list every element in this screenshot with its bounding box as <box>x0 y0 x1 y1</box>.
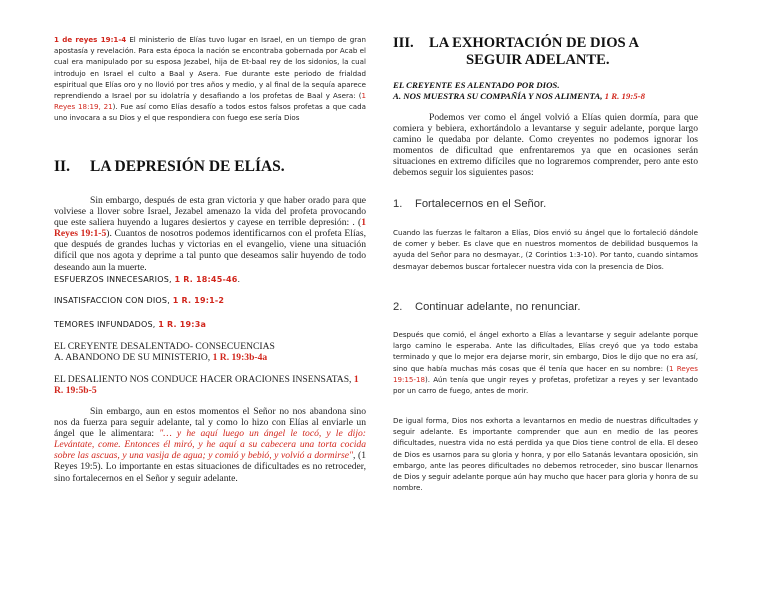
creyente-line-2: A. ABANDONO DE SU MINISTERIO, <box>54 352 213 364</box>
section-3-number: III. <box>393 35 414 51</box>
subheading-2: A. NOS MUESTRA SU COMPAÑÍA Y NOS ALIMENTA, <box>393 91 605 101</box>
intro-paragraph <box>54 34 366 124</box>
step-2-text-2: ). Aún tenía que ungir reyes y profetas, profetizar a reyes y ser levantado por un carro de fuego, antes de morir. <box>393 374 698 396</box>
step-1-title: Fortalecernos en el Señor. <box>415 198 547 210</box>
section-3-title-2: SEGUIR ADELANTE. <box>466 52 610 68</box>
depression-paragraph <box>54 195 366 273</box>
section-3-title-1: LA EXHORTACIÓN DE DIOS A <box>429 35 640 51</box>
aliento-quote: "… y he aquí luego un ángel le tocó, y le dijo: Levántate, come. Entonces él miró, y he aquí a su cabecera una torta cocida sobre las ascuas, y una vasija de agua; y comió y bebió, y volvió a dormirse" <box>54 428 366 462</box>
depression-text-1: Sin embargo, después de esta gran victoria y que haber orado para que volviese a llover sobre Israel, Jezabel amenazo la vida del profeta provocando que este saliera huyendo a lugares desiertos y cayese en terrible depresión: . ( <box>54 195 366 229</box>
aliento-paragraph <box>54 406 366 484</box>
step-1-text-2: ). Por tanto, cuando sintamos desmayar debemos buscar fortalecer nuestra vida con la presencia de Dios. <box>393 250 698 271</box>
insatisfaccion-reference: 1 R. 19:1-2 <box>172 296 225 305</box>
section-2-heading <box>54 158 366 176</box>
section-2-number: II. <box>54 158 70 175</box>
section-3-line-1 <box>393 35 698 52</box>
step-1-reference: 2 Corintios 1:3-10 <box>528 250 593 260</box>
subheading-block <box>393 80 698 102</box>
depression-reference: 1 Reyes 19:1-5 <box>54 217 366 240</box>
subheading-2-wrap <box>393 91 698 102</box>
step-1-body <box>393 227 698 272</box>
aliento-text-1: Sin embargo, aun en estos momentos el Señor no nos abandona sino nos da fuerza para seguir adelante, tal y como lo hizo con Elías al enviarle un ángel que le alimentara: <box>54 406 366 440</box>
esfuerzos-reference: 1 R. 18:45-46 <box>174 275 238 284</box>
creyente-line-2-wrap <box>54 352 366 363</box>
esfuerzos-label: ESFUERZOS INNECESARIOS, <box>54 275 175 284</box>
section-3-heading <box>393 35 698 69</box>
insatisfaccion-line <box>54 296 366 305</box>
step-2-text-1: Después que comió, el ángel exhorto a Elías a levantarse y seguir adelante porque largo camino le esperaba. Ante las dificultades, Elías creyó que ya todo estaba terminado y que lo mejor era dejarse morir, sin embargo, Dios le dijo que no era así, sino que había muchas más cosas que él tenía que hacer en su nombre: ( <box>393 330 698 373</box>
depression-text-2: ). Cuantos de nosotros podemos identificarnos con el profeta Elías, que después de grandes luchas y victorias en el evangelio, viene una situación difícil que nos agota y deprime a tal punto que deseamos salir huyendo de todo deseando aun la muerte. <box>54 228 366 273</box>
step-2-title: Continuar adelante, no renunciar. <box>415 301 581 313</box>
aliento-text-2: , (1 Reyes 19:5). Lo importante en estas situaciones de dificultades es no retroceder, sino fortalecernos en el Señor y seguir adelante. <box>54 450 367 484</box>
step-2-number: 2. <box>393 301 403 313</box>
desaliento-text: EL DESALIENTO NOS CONDUCE HACER ORACIONES INSENSATAS, <box>54 374 354 385</box>
desaliento-line <box>54 374 366 396</box>
subheading-1: EL CREYENTE ES ALENTADO POR DIOS. <box>393 80 560 90</box>
exhortation-paragraph: Podemos ver como el ángel volvió a Elías quien dormía, para que comiera y bebiera, exhortándolo a levantarse y seguir adelante, porque largo camino le quedaba por delante. Como creyentes no podemos ignorar los momentos de dificultad que enfrentaremos ya que en ocasiones serán situaciones en extremo difíciles que no lograremos comprender, pero ante esto debemos seguir los siguientes pasos: <box>393 112 698 179</box>
esfuerzos-line <box>54 275 366 284</box>
step-2-reference: 1 Reyes 19:15-18 <box>393 363 698 384</box>
step-1-heading <box>393 198 698 210</box>
step-1-number: 1. <box>393 198 403 210</box>
temores-line <box>54 320 366 329</box>
section-2-title: LA DEPRESIÓN DE ELÍAS. <box>90 158 285 175</box>
creyente-reference: 1 R. 19:3b-4a <box>212 352 268 364</box>
desaliento-reference: 1 R. 19:5b-5 <box>54 374 359 397</box>
intro-text-2: ). Fue así como Elías desafío a todos estos falsos profetas a que cada uno invocara a su Dios y el que respondiera con fuego ese sería Dios <box>54 102 366 123</box>
temores-reference: 1 R. 19:3a <box>158 320 207 329</box>
intro-text-1: El ministerio de Elías tuvo lugar en Israel, en un tiempo de gran apostasía y revelación. Para esta época la nación se encontraba gobernada por Acab el cual era manipulado por su esposa Jezabel, hija de Et-baal rey de los sidonios, la cual introdujo en Israel el culto a Baal y Asera. Fue durante este periodo de frialdad espiritual que Elías oro y no llovió por tres años y medio, y al final de la sequía aparece reprendiendo a Israel por su idolatría y desafiando a los profetas de Baal y Asera: ( <box>54 35 366 101</box>
intro-reference-2: 1 Reyes 18:19, 21 <box>54 91 366 112</box>
creyente-line-1: EL CREYENTE DESALENTADO- CONSECUENCIAS <box>54 341 275 352</box>
step-1-text-1: Cuando las fuerzas le faltaron a Elías, Dios envió su ángel que lo fortaleció dándole de comer y beber. Es clave que en nuestros momentos de debilidad busquemos la ayuda del Señor para no desmayar., ( <box>393 228 698 260</box>
intro-reference: 1 de reyes 19:1-4 <box>54 35 127 44</box>
esfuerzos-end: . <box>237 275 241 284</box>
closing-paragraph: De igual forma, Dios nos exhorta a levantarnos en medio de nuestras dificultades y seguir adelante. Es importante comprender que aun en medio de las peores dificultades, nuestra vida no está perdida ya que Dios tiene control de ella. El deseo de Dios es usarnos para su gloria y honra, y por ello Satanás levantara oposición, sin embargo, ante las peores dificultades no debemos retroceder, sino buscar llenarnos de Dios y seguir adelante porque aún hay mucho que hacer para gloria y honra de su nombre. <box>393 416 698 493</box>
insatisfaccion-label: INSATISFACCION CON DIOS, <box>54 296 173 305</box>
temores-label: TEMORES INFUNDADOS, <box>54 320 159 329</box>
creyente-desalentado-block <box>54 341 366 363</box>
step-2-heading <box>393 301 698 313</box>
step-2-body <box>393 329 698 396</box>
subheading-2-reference: 1 R. 19:5-8 <box>604 91 645 101</box>
